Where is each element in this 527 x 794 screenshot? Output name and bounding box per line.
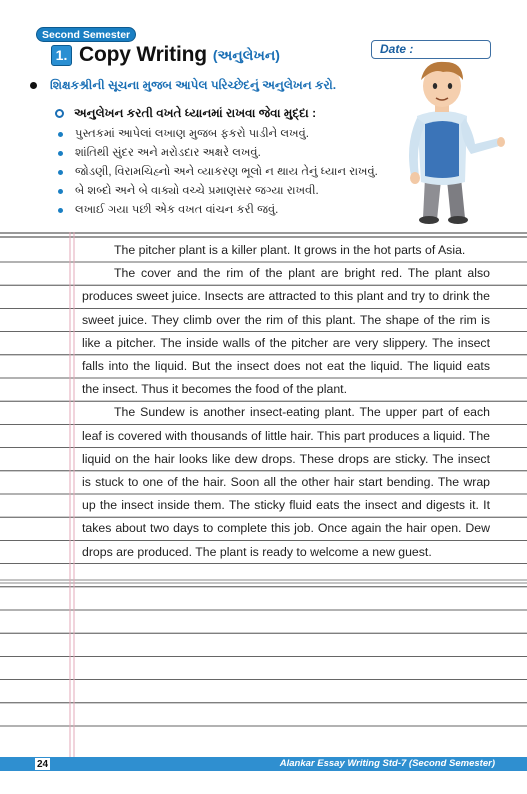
instruction bbox=[30, 78, 336, 93]
book-title: Alankar Essay Writing Std-7 (Second Semester) bbox=[279, 758, 495, 769]
points-heading bbox=[55, 106, 316, 121]
list-item: શાંતિથી સુંદર અને મરોડદાર અક્ષરે લખવું. bbox=[58, 144, 378, 163]
circle-bullet-icon bbox=[55, 109, 64, 118]
page-number: 24 bbox=[34, 757, 51, 771]
passage-text bbox=[82, 239, 490, 564]
teacher-character-illustration bbox=[395, 58, 505, 226]
dot-icon bbox=[58, 189, 63, 194]
semester-badge: Second Semester bbox=[36, 27, 136, 42]
paragraph: The pitcher plant is a killer plant. It grows in the hot parts of Asia. bbox=[114, 243, 466, 257]
chapter-number: 1. bbox=[51, 45, 72, 66]
list-item: લખાઈ ગયા પછી એક વખત વાંચન કરી જવું. bbox=[58, 201, 378, 220]
dot-icon bbox=[58, 132, 63, 137]
chapter-title: Copy Writing bbox=[79, 43, 207, 66]
bullet-icon bbox=[30, 82, 37, 89]
chapter-title-row bbox=[51, 42, 280, 68]
chapter-title-gujarati: (અનુલેખન) bbox=[212, 46, 280, 63]
paragraph: The cover and the rim of the plant are bright red. The plant also produces sweet juice. Insects are attracted to this plant and try to drink the sweet juice. They climb over the rim of this plant. The shape of the rim is like a pitcher. The inside walls of the pitcher are very slippery. The insect falls into the liquid. But the insect does not eat the liquid. The liquid eats the insect. Thus it becomes the food of the plant. bbox=[82, 266, 490, 397]
dot-icon bbox=[58, 151, 63, 156]
date-field[interactable]: Date : bbox=[371, 40, 491, 59]
dot-icon bbox=[58, 208, 63, 213]
dot-icon bbox=[58, 170, 63, 175]
paragraph: The Sundew is another insect-eating plant. The upper part of each leaf is covered with thousands of little hair. This part produces a liquid. The liquid on the hair looks like dew drops. These drops are sticky. The insect is stuck to one of the hair. Soon all the other hair start bending. The wrap up the insect inside them. The sticky fluid eats the insect and digests it. It takes about two days to complete this job. Once again the hair open. Dew drops are produced. The plant is ready to welcome a new guest. bbox=[82, 405, 490, 559]
list-item: પુસ્તકમાં આપેલાં લખાણ મુજબ ફકરો પાડીને લખવું. bbox=[58, 125, 378, 144]
list-item: જોડણી, વિરામચિહ્નો અને વ્યાકરણ ભૂલો ન થાય તેનું ધ્યાન રાખવું. bbox=[58, 163, 378, 182]
points-list bbox=[58, 125, 378, 220]
instruction-text: શિક્ષકશ્રીની સૂચના મુજબ આપેલ પરિચ્છેદનું અનુલેખન કરો. bbox=[50, 78, 337, 92]
points-heading-text: અનુલેખન કરતી વખતે ધ્યાનમાં રાખવા જેવા મુદ્દા : bbox=[74, 106, 317, 120]
list-item: બે શબ્દો અને બે વાક્યો વચ્ચે પ્રમાણસર જગ્યા રાખવી. bbox=[58, 182, 378, 201]
